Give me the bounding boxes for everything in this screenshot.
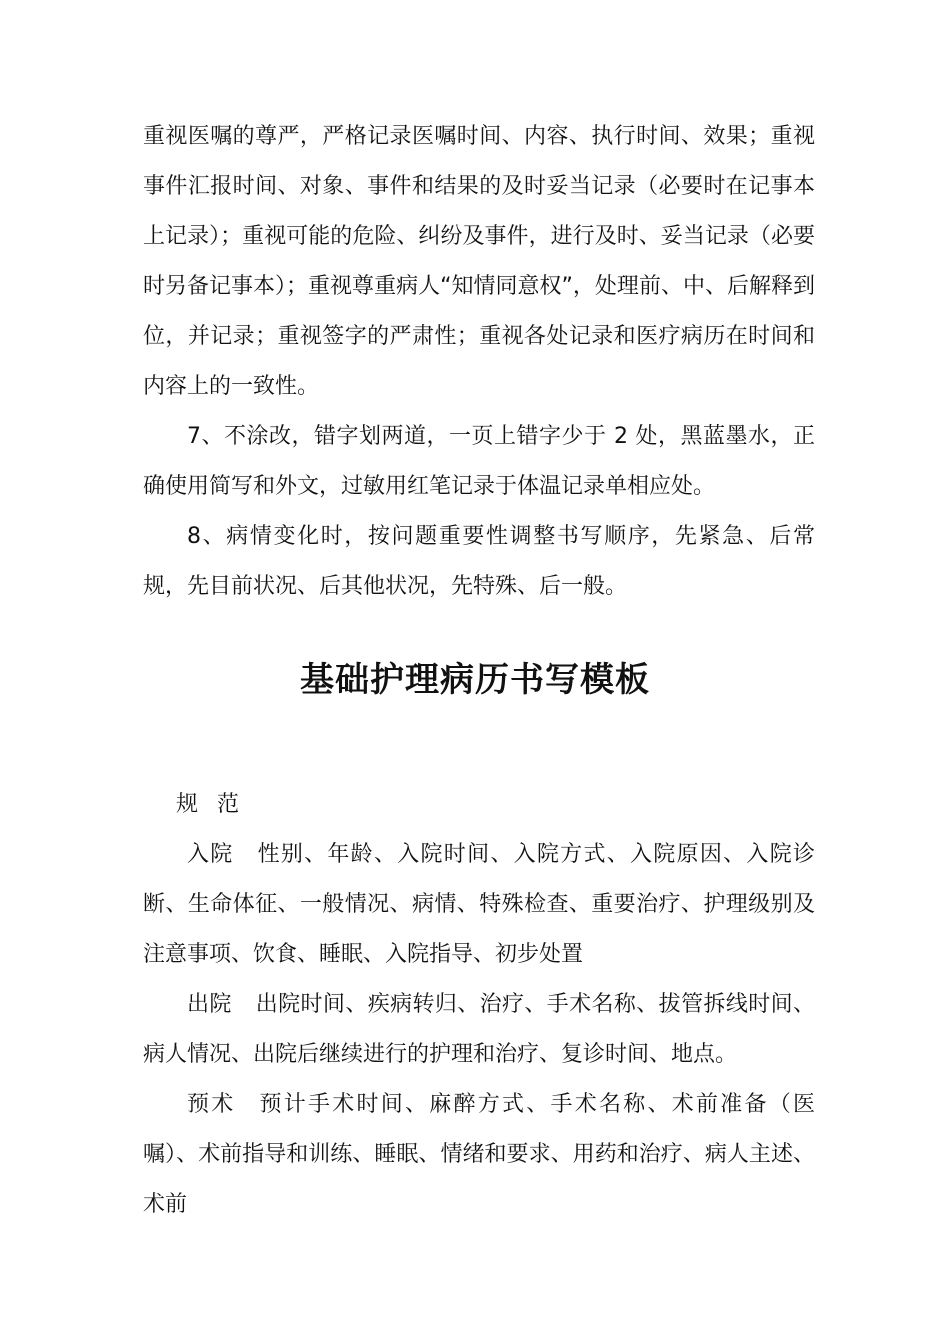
item-discharge [143, 980, 815, 1080]
item-admission [143, 830, 815, 980]
item-text: 性别、年龄、入院时间、入院方式、入院原因、入院诊断、生命体征、一般情况、病情、特殊检查、重要治疗、护理级别及注意事项、饮食、睡眠、入院指导、初步处置 [143, 842, 815, 967]
item-term: 出院 [187, 992, 232, 1017]
item-text: 预计手术时间、麻醉方式、手术名称、术前准备（医嘱）、术前指导和训练、睡眠、情绪和要求、用药和治疗、病人主述、术前 [143, 1092, 815, 1217]
paragraph-rule-8: 8、病情变化时，按问题重要性调整书写顺序，先紧急、后常规，先目前状况、后其他状况，先特殊、后一般。 [143, 524, 815, 599]
item-term: 预术 [187, 1092, 236, 1117]
body-text-top [143, 112, 815, 612]
paragraph-record-emphasis: 重视医嘱的尊严，严格记录医嘱时间、内容、执行时间、效果；重视事件汇报时间、对象、事件和结果的及时妥当记录（必要时在记事本上记录）；重视可能的危险、纠纷及事件，进行及时、妥当记录（必要时另备记事本）；重视尊重病人“知情同意权”，处理前、中、后解释到位，并记录；重视签字的严肃性；重视各处记录和医疗病历在时间和内容上的一致性。 [143, 124, 815, 399]
item-text: 出院时间、疾病转归、治疗、手术名称、拔管拆线时间、病人情况、出院后继续进行的护理和治疗、复诊时间、地点。 [143, 992, 815, 1067]
document-title: 基础护理病历书写模板 [300, 660, 650, 700]
item-preoperative [143, 1080, 815, 1230]
item-term: 入院 [187, 842, 234, 867]
section-label: 规 范 [176, 792, 245, 817]
paragraph-rule-7: 7、不涂改，错字划两道，一页上错字少于 2 处，黑蓝墨水，正确使用简写和外文，过敏用红笔记录于体温记录单相应处。 [143, 424, 815, 499]
template-section [143, 780, 815, 1230]
